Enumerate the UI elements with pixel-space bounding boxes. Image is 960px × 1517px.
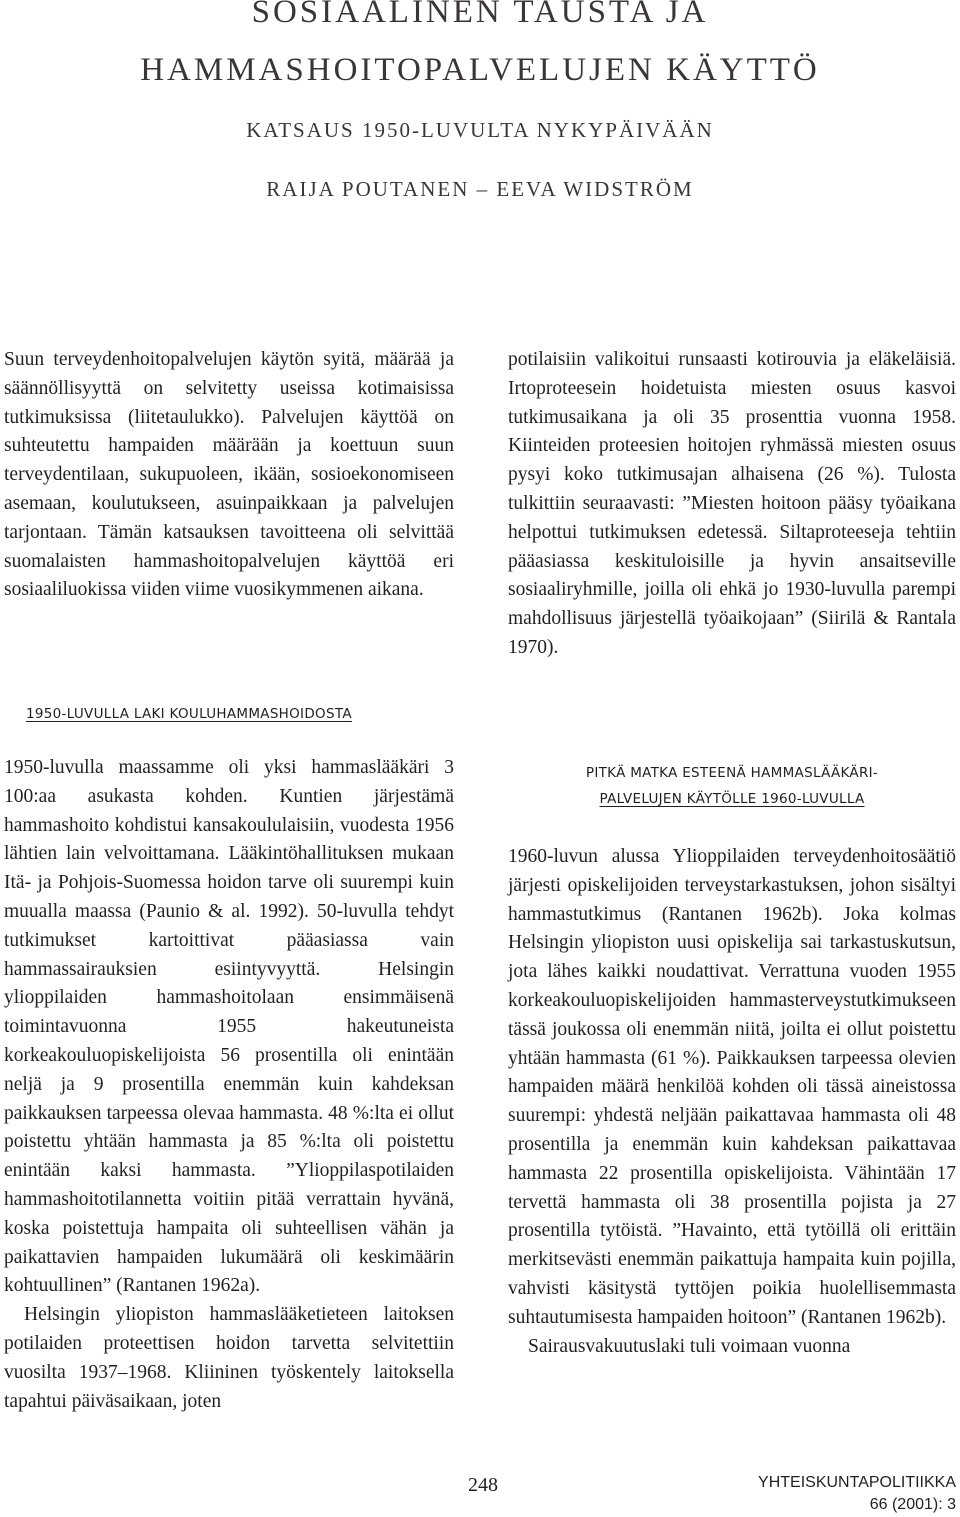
- left-column-intro: [4, 346, 454, 605]
- article-title-line1: SOSIAALINEN TAUSTA JA: [251, 0, 709, 30]
- section-heading-line1: PITKÄ MATKA ESTEENÄ HAMMASLÄÄKÄRI-: [585, 765, 879, 781]
- article-subtitle: KATSAUS 1950-LUVULTA NYKYPÄIVÄÄN: [246, 118, 714, 142]
- right-column-body: [508, 843, 956, 1361]
- section-heading-1950s: 1950-LUVULLA LAKI KOULUHAMMASHOIDOSTA: [26, 706, 352, 722]
- body-paragraph: potilaisiin valikoitui runsaasti kotirouvia ja eläkeläisiä. Irtoproteesein hoidetuista miesten osuus kasvoi tutkimusaikana ja oli 35 prosenttia vuonna 1958. Kiinteiden proteesien hoitojen ryhmässä miesten osuus pysyi koko tutkimusajan alhaisena (26 %). Tulosta tulkittiin seuraavasti: ”Miesten hoitoon pääsy työaikana helpottui tutkimuksen edetessä. Siltaproteeseja tehtiin pääasiassa keskituloisille ja hyvin ansaitseville sosiaaliryhmille, joilla oli ehkä jo 1930-luvulla parempi mahdollisuus järjestellä työaikojaan” (Siirilä & Rantala 1970).: [508, 349, 956, 658]
- article-authors: RAIJA POUTANEN – EEVA WIDSTRÖM: [266, 177, 694, 201]
- intro-paragraph: Suun terveydenhoitopalvelujen käytön syitä, määrää ja säännöllisyyttä on selvitetty useissa kotimaisissa tutkimuksissa (liitetaulukko). Palvelujen käyttöä on suhteutettu hampaiden määrään ja koettuun suun terveydentilaan, sukupuoleen, ikään, sosioekonomiseen asemaan, koulutukseen, asuinpaikkaan ja palvelujen tarjontaan. Tämän katsauksen tavoitteena oli selvittää suomalaisten hammashoitopalvelujen käyttöä eri sosiaaliluokissa viiden viime vuosikymmenen aikana.: [4, 349, 454, 601]
- section-heading-line2: PALVELUJEN KÄYTÖLLE 1960-LUVULLA: [599, 791, 865, 807]
- journal-footer: [758, 1472, 956, 1516]
- body-paragraph: 1960-luvun alussa Ylioppilaiden terveydenhoitosäätiö järjesti opiskelijoiden terveystarkastuksen, johon sisältyi hammastutkimus (Rantanen 1962b). Joka kolmas Helsingin yliopiston uusi opiskelija sai tarkastuskutsun, jota lähes kaikki noudattivat. Verrattuna vuoden 1955 korkeakouluopiskelijoiden hammasterveystutkimukseen tässä joukossa oli enemmän niitä, joilta ei ollut poistettu yhtään hammasta (61 %). Paikkauksen tarpeessa olevien hampaiden määrä henkilöä kohden oli tässä aineistossa suurempi: yhdestä neljään paikattavaa hammasta oli 48 prosentilla ja enemmän kuin kahdeksan paikattavaa hammasta 22 prosentilla opiskelijoista. Vähintään 17 tervettä hammasta oli 38 prosentilla pojista ja 27 prosentilla tytöistä. ”Havainto, että tytöillä oli erittäin merkitsevästi enemmän paikattuja hampaita kuin pojilla, vahvisti käsitystä tyttöjen poikia huolellisemmasta suhtautumisesta hampaiden hoitoon” (Rantanen 1962b).: [508, 846, 956, 1328]
- right-column-top: [508, 346, 956, 663]
- body-paragraph: Helsingin yliopiston hammaslääketieteen laitoksen potilaiden proteettisen hoidon tarvetta selvitettiin vuosilta 1937–1968. Kliininen työskentely laitoksella tapahtui päiväsaikaan, joten: [4, 1304, 454, 1412]
- section-heading-1960s: [508, 760, 956, 812]
- body-paragraph: 1950-luvulla maassamme oli yksi hammaslääkäri 3 100:aa asukasta kohden. Kuntien järjestämä hammashoito kohdistui kansakoululaisiin, vuodesta 1956 lähtien lain velvoittamana. Lääkintöhallituksen mukaan Itä- ja Pohjois-Suomessa hoidon tarve oli suurempi kuin muualla maassa (Paunio & al. 1992). 50-luvulla tehdyt tutkimukset kartoittivat pääasiassa vain hammassairauksien esiintyvyyttä. Helsingin ylioppilaiden hammashoitolaan ensimmäisenä toimintavuonna 1955 hakeutuneista korkeakouluopiskelijoista 56 prosentilla oli enintään neljä ja 9 prosentilla enemmän kuin kahdeksan paikkauksen tarpeessa olevaa hammasta. 48 %:lta ei ollut poistettu yhtään hammasta ja 85 %:lta oli poistettu enintään kaksi hammasta. ”Ylioppilaspotilaiden hammashoitotilannetta voitiin pitää verrattain hyvänä, koska poistettuja hampaita oli suhteellisen vähän ja paikattavien hampaiden lukumäärä oli keskimäärin kohtuullinen” (Rantanen 1962a).: [4, 757, 454, 1297]
- page-number: 248: [468, 1474, 498, 1496]
- body-paragraph: Sairausvakuutuslaki tuli voimaan vuonna: [528, 1335, 851, 1357]
- article-title-line2: HAMMASHOITOPALVELUJEN KÄYTTÖ: [140, 52, 820, 88]
- journal-name: YHTEISKUNTAPOLITIIKKA: [758, 1474, 956, 1491]
- journal-issue: 66 (2001): 3: [869, 1496, 956, 1513]
- left-column-body: [4, 754, 454, 1416]
